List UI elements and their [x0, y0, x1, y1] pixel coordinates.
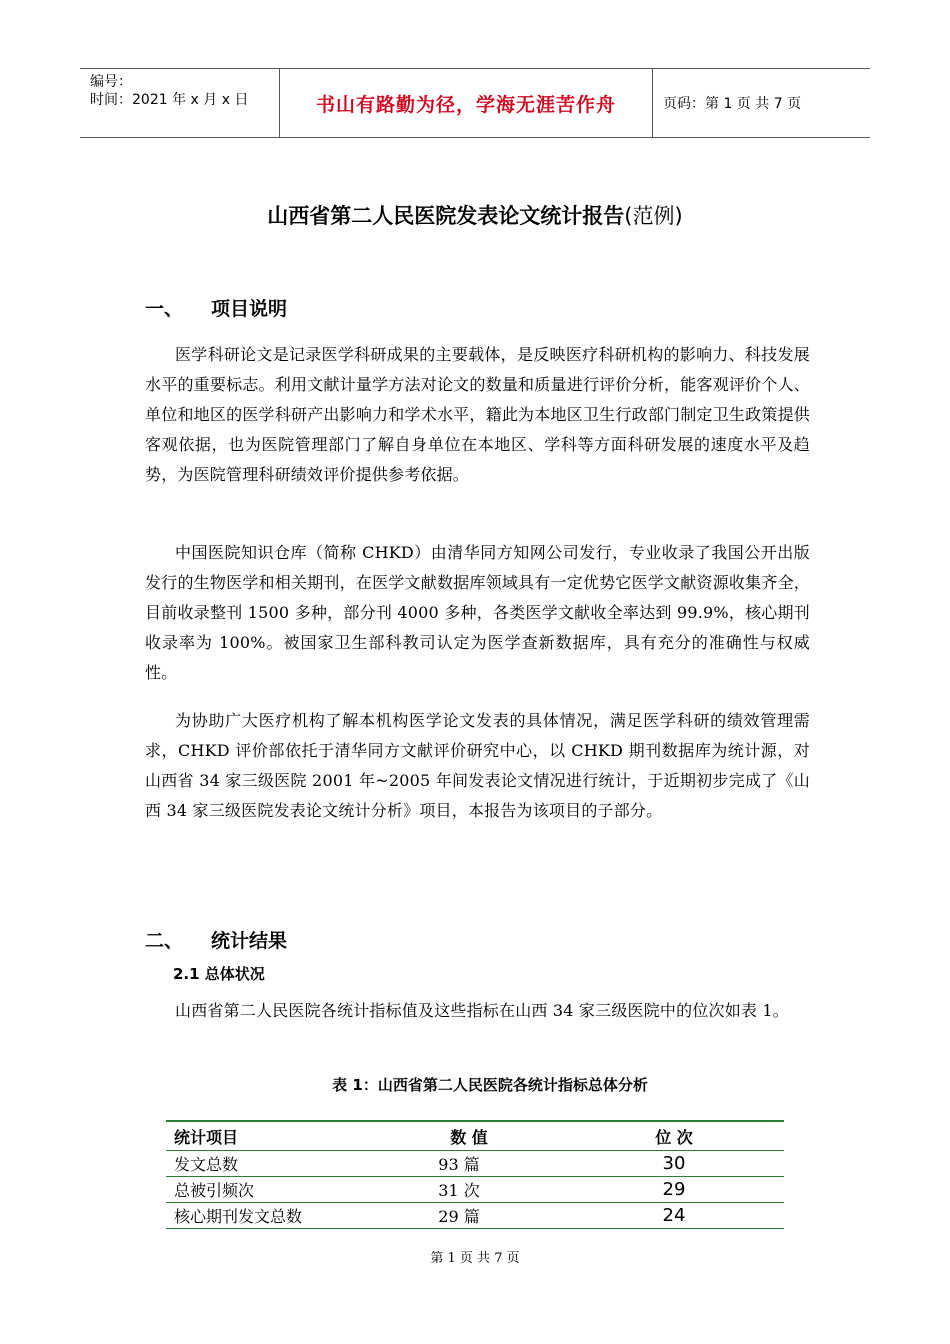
header-motto-cell [280, 69, 653, 137]
table-cell-item: 总被引频次 [166, 1177, 374, 1203]
header-page-code: 页码：第 1 页 共 7 页 [663, 96, 802, 112]
document-header [80, 68, 870, 138]
table-cell-item: 核心期刊发文总数 [166, 1203, 374, 1229]
paragraph: 中国医院知识仓库（简称 CHKD）由清华同方知网公司发行，专业收录了我国公开出版发行的生物医学和相关期刊，在医学文献数据库领域具有一定优势它医学文献资源收集齐全，目前收录整刊 1500 多种，部分刊 4000 多种，各类医学文献收全率达到 99.9%，核心期刊收录率为 100%。被国家卫生部科教司认定为医学查新数据库，具有充分的准确性与权威性。 [145, 543, 810, 682]
subsection-heading: 2.1 总体状况 [173, 965, 265, 983]
table-cell-value: 29 篇 [374, 1203, 564, 1229]
paragraph: 为协助广大医疗机构了解本机构医学论文发表的具体情况，满足医学科研的绩效管理需求，CHKD 评价部依托于清华同方文献评价研究中心，以 CHKD 期刊数据库为统计源，对山西省 34 家三级医院 2001 年~2005 年间发表论文情况进行统计，于近期初步完成了《山西 34 家三级医院发表论文统计分析》项目，本报告为该项目的子部分。 [145, 711, 810, 820]
paragraph: 山西省第二人民医院各统计指标值及这些指标在山西 34 家三级医院中的位次如表 1。 [175, 1001, 789, 1020]
table-cell-rank: 24 [564, 1203, 784, 1229]
table-row [166, 1203, 784, 1229]
table-row [166, 1177, 784, 1203]
title-main: 山西省第二人民医院发表论文统计报告 [267, 204, 625, 228]
document-title [0, 200, 950, 230]
header-motto: 书山有路勤为径，学海无涯苦作舟 [315, 93, 616, 116]
table-header-row [166, 1121, 784, 1151]
table-cell-value: 31 次 [374, 1177, 564, 1203]
page-footer: 第 1 页 共 7 页 [430, 1251, 520, 1266]
column-header: 统计项目 [166, 1121, 374, 1151]
table-cell-rank: 29 [564, 1177, 784, 1203]
table-cell-item: 发文总数 [166, 1151, 374, 1177]
section-title: 统计结果 [211, 930, 288, 952]
column-header: 数 值 [374, 1121, 564, 1151]
column-header: 位 次 [564, 1121, 784, 1151]
section-title: 项目说明 [211, 298, 288, 320]
doc-number-label: 编号： [90, 74, 132, 90]
table-caption: 表 1：山西省第二人民医院各统计指标总体分析 [332, 1076, 648, 1094]
stats-table [166, 1120, 784, 1229]
header-meta [80, 69, 280, 137]
table-cell-value: 93 篇 [374, 1151, 564, 1177]
table-cell-rank: 30 [564, 1151, 784, 1177]
paragraph: 医学科研论文是记录医学科研成果的主要载体，是反映医疗科研机构的影响力、科技发展水平的重要标志。利用文献计量学方法对论文的数量和质量进行评价分析，能客观评价个人、单位和地区的医学科研产出影响力和学术水平，籍此为本地区卫生行政部门制定卫生政策提供客观依据，也为医院管理部门了解自身单位在本地区、学科等方面科研发展的速度水平及趋势，为医院管理科研绩效评价提供参考依据。 [145, 345, 810, 484]
title-suffix: (范例) [624, 204, 683, 228]
section-number: 一、 [145, 298, 184, 320]
section-heading-2 [145, 926, 287, 953]
section-number: 二、 [145, 930, 184, 952]
doc-time-label: 时间：2021 年 x 月 x 日 [90, 92, 249, 108]
section-heading-1 [145, 294, 287, 321]
table-row [166, 1151, 784, 1177]
